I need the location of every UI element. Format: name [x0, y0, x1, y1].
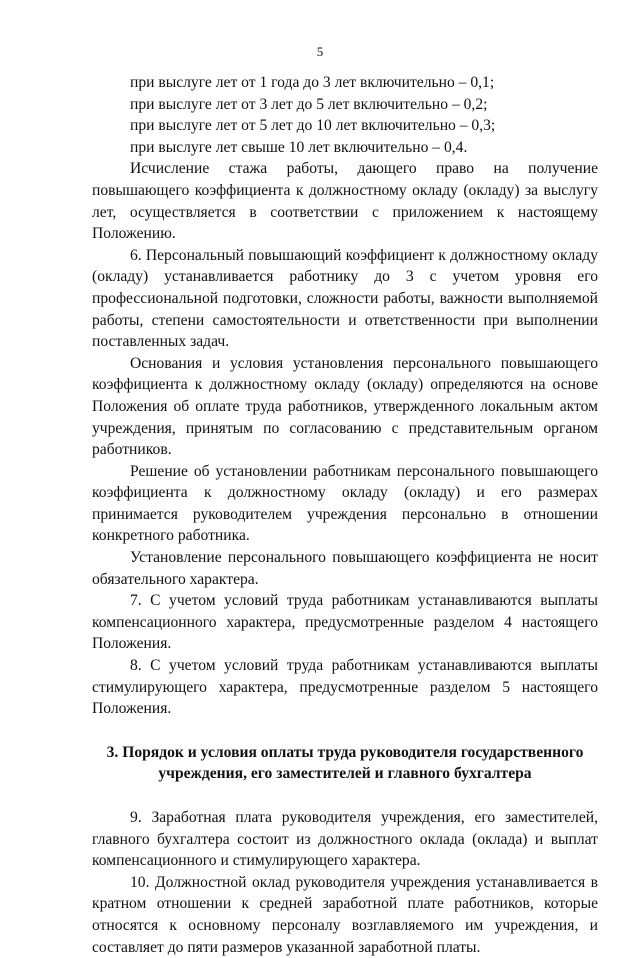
- list-item: при выслуге лет от 3 лет до 5 лет включительно – 0,2;: [130, 95, 488, 113]
- paragraph: Решение об установлении работникам персонального повышающего коэффициента к должностному окладу (окладу) и его размерах принимается руководителем учреждения персонально в отношении конкретного работника.: [92, 462, 598, 545]
- document-body: [92, 72, 598, 958]
- paragraph: 6. Персональный повышающий коэффициент к должностному окладу (окладу) устанавливается работнику до 3 с учетом уровня его профессиональной подготовки, сложности работы, важности выполняемой работы, степени самостоятельности и ответственности при выполнении поставленных задач.: [92, 246, 598, 351]
- paragraph: 9. Заработная плата руководителя учреждения, его заместителей, главного бухгалтера состоит из должностного оклада (оклада) и выплат компенсационного и стимулирующего характера.: [92, 809, 598, 870]
- paragraph: 10. Должностной оклад руководителя учреждения устанавливается в кратном отношении к средней заработной плате работников, которые относятся к основному персоналу возглавляемого им учреждения, и составляет до пяти размеров указанной заработной платы.: [92, 873, 598, 956]
- page-number: 5: [316, 44, 324, 59]
- paragraph: Основания и условия установления персонального повышающего коэффициента к должностному окладу (окладу) определяются на основе Положения об оплате труда работников, утвержденного локальным актом учреждения, принятым по согласованию с представительным органом работников.: [92, 354, 598, 459]
- paragraph: Установление персонального повышающего коэффициента не носит обязательного характера.: [92, 549, 598, 588]
- paragraph: 7. С учетом условий труда работникам устанавливаются выплаты компенсационного характера, предусмотренные разделом 4 настоящего Положения.: [92, 592, 598, 653]
- list-item: при выслуге лет свыше 10 лет включительно – 0,4.: [130, 138, 468, 156]
- list-item: при выслуге лет от 1 года до 3 лет включительно – 0,1;: [130, 74, 495, 91]
- section-heading: [92, 742, 598, 785]
- paragraph: Исчисление стажа работы, дающего право на получение повышающего коэффициента к должностному окладу (окладу) за выслугу лет, осуществляется в соответствии с приложением к настоящему Положению.: [92, 160, 598, 243]
- section-heading-line: учреждения, его заместителей и главного бухгалтера: [158, 765, 532, 783]
- list-item: при выслуге лет от 5 лет до 10 лет включительно – 0,3;: [130, 117, 496, 135]
- paragraph: 8. С учетом условий труда работникам устанавливаются выплаты стимулирующего характера, предусмотренные разделом 5 настоящего Положения.: [92, 657, 598, 718]
- section-heading-line: 3. Порядок и условия оплаты труда руководителя государственного: [106, 743, 584, 761]
